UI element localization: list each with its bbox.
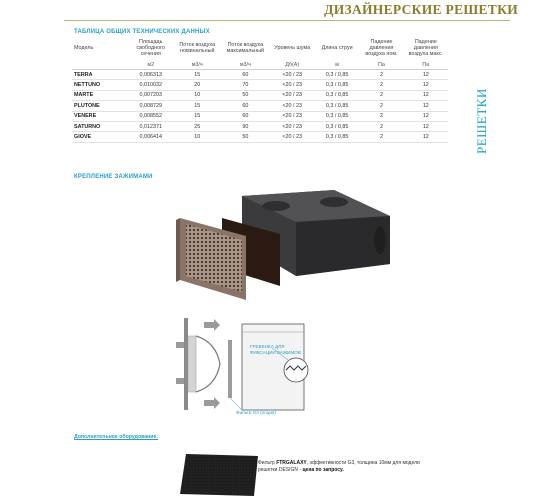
column-header: Длина струи [321, 45, 353, 51]
arrow-left-icon [176, 375, 184, 387]
unit-cell: Па [359, 60, 403, 70]
table-cell: 2 [359, 111, 403, 121]
table-cell: 0,3 / 0,85 [315, 70, 359, 80]
duct-collar-icon [374, 226, 386, 254]
mounting-cross-section-diagram [176, 312, 336, 416]
table-cell: 12 [404, 80, 448, 90]
filter-details: , эффективности G3, толщина 10мм для модели решетки DESIGN - [258, 460, 420, 473]
model-cell: NETTUNO [72, 80, 128, 90]
table-cell: <20 / 23 [270, 80, 315, 90]
table-cell: 12 [404, 121, 448, 131]
table-cell: <20 / 23 [270, 111, 315, 121]
model-cell: GIOVE [72, 132, 128, 142]
table-row [72, 80, 448, 90]
clip-spring [196, 336, 220, 392]
mount-section-title: КРЕПЛЕНИЕ ЗАЖИМАМИ [74, 174, 153, 180]
table-cell: 12 [404, 111, 448, 121]
table-cell: 2 [359, 121, 403, 131]
table-header-row [72, 36, 448, 60]
table-cell: 0,3 / 0,85 [315, 90, 359, 100]
model-cell: PLUTONE [72, 101, 128, 111]
duct-collar-icon [320, 197, 348, 207]
grille-product-illustration [176, 188, 400, 304]
filter-pad [180, 454, 258, 496]
column-header: Модель [74, 45, 94, 51]
filter-name: FTRGALAXY [276, 460, 307, 466]
table-cell: 15 [173, 111, 221, 121]
table-cell: 12 [404, 90, 448, 100]
grille-edge [176, 218, 180, 282]
table-cell: <20 / 23 [270, 121, 315, 131]
table-cell: 0,010032 [128, 80, 173, 90]
table-cell: 10 [173, 90, 221, 100]
clip-comb-label: ГРЕБЕНКА ДЛЯ ФИКСАЦИИ ЗАЖИМОВ [250, 344, 301, 355]
table-cell: 0,008729 [128, 101, 173, 111]
table-row [72, 111, 448, 121]
side-section-label: РЕШЕТКИ [474, 88, 489, 154]
unit-cell: Дб(А) [270, 60, 315, 70]
table-cell: 0,006313 [128, 70, 173, 80]
table-cell: <20 / 23 [270, 101, 315, 111]
table-cell: <20 / 23 [270, 70, 315, 80]
units-row [72, 60, 448, 70]
table-cell: 0,007203 [128, 90, 173, 100]
table-cell: 0,3 / 0,85 [315, 121, 359, 131]
filter-panel [228, 340, 232, 398]
header-divider [64, 20, 510, 21]
table-cell: 25 [173, 121, 221, 131]
table-cell: 20 [173, 80, 221, 90]
table-row [72, 101, 448, 111]
table-cell: 2 [359, 80, 403, 90]
table-cell: <20 / 23 [270, 132, 315, 142]
detail-zoom-circle [284, 358, 308, 382]
column-header: Уровень шума [274, 45, 311, 51]
column-header: Площадь свободного сечения [136, 39, 165, 57]
unit-cell: м3/ч [221, 60, 269, 70]
table-cell: 2 [359, 132, 403, 142]
duct-collar-icon [262, 201, 290, 211]
arrow-left-icon [176, 339, 184, 351]
unit-cell [72, 60, 128, 70]
spec-table [72, 36, 448, 143]
table-row [72, 90, 448, 100]
table-row [72, 121, 448, 131]
table-cell: 0,3 / 0,85 [315, 101, 359, 111]
unit-cell: м [315, 60, 359, 70]
grille-profile [184, 318, 188, 410]
model-cell: VENERE [72, 111, 128, 121]
table-cell: 60 [221, 101, 269, 111]
filter-prefix: Фильтр [258, 460, 277, 466]
table-cell: 0,3 / 0,85 [315, 132, 359, 142]
filter-option-label: Фильтр G3 (опция) [236, 410, 276, 415]
table-cell: 60 [221, 111, 269, 121]
table-cell: <20 / 23 [270, 90, 315, 100]
table-cell: 50 [221, 132, 269, 142]
table-cell: 0,008552 [128, 111, 173, 121]
table-cell: 0,012371 [128, 121, 173, 131]
table-cell: 15 [173, 101, 221, 111]
table-cell: 60 [221, 70, 269, 80]
model-cell: TERRA [72, 70, 128, 80]
grille-frame-section [188, 336, 196, 392]
table-cell: 12 [404, 101, 448, 111]
table-cell: 15 [173, 70, 221, 80]
table-cell: 10 [173, 132, 221, 142]
unit-cell: м3/ч [173, 60, 221, 70]
table-cell: 12 [404, 70, 448, 80]
unit-cell: м2 [128, 60, 173, 70]
filter-description [258, 460, 438, 474]
model-cell: SATURNO [72, 121, 128, 131]
table-cell: 0,006414 [128, 132, 173, 142]
column-header: Падение давления воздуха макс. [408, 39, 444, 57]
table-row [72, 70, 448, 80]
table-cell: 90 [221, 121, 269, 131]
table-cell: 2 [359, 70, 403, 80]
model-cell: MARTE [72, 90, 128, 100]
extra-equipment-title: Дополнительное оборудование: [74, 434, 159, 440]
column-header: Поток воздуха максимальный [226, 42, 265, 54]
arrow-right-icon [204, 319, 220, 331]
table-cell: 50 [221, 90, 269, 100]
filter-pad-image [178, 452, 262, 500]
filter-price: цена по запросу. [302, 467, 344, 473]
table-cell: 0,3 / 0,85 [315, 111, 359, 121]
table-cell: 2 [359, 90, 403, 100]
unit-cell: Па [404, 60, 448, 70]
table-cell: 12 [404, 132, 448, 142]
table-row [72, 132, 448, 142]
table-cell: 0,3 / 0,85 [315, 80, 359, 90]
arrow-right-icon [204, 397, 220, 409]
column-header: Поток воздуха номинальный [179, 42, 216, 54]
column-header: Падение давления воздуха ном. [365, 39, 398, 57]
table-cell: 2 [359, 101, 403, 111]
table-section-title: ТАБЛИЦА ОБЩИХ ТЕХНИЧЕСКИХ ДАННЫХ [74, 29, 210, 35]
page-header-title: ДИЗАЙНЕРСКИЕ РЕШЕТКИ [324, 2, 518, 17]
table-cell: 70 [221, 80, 269, 90]
